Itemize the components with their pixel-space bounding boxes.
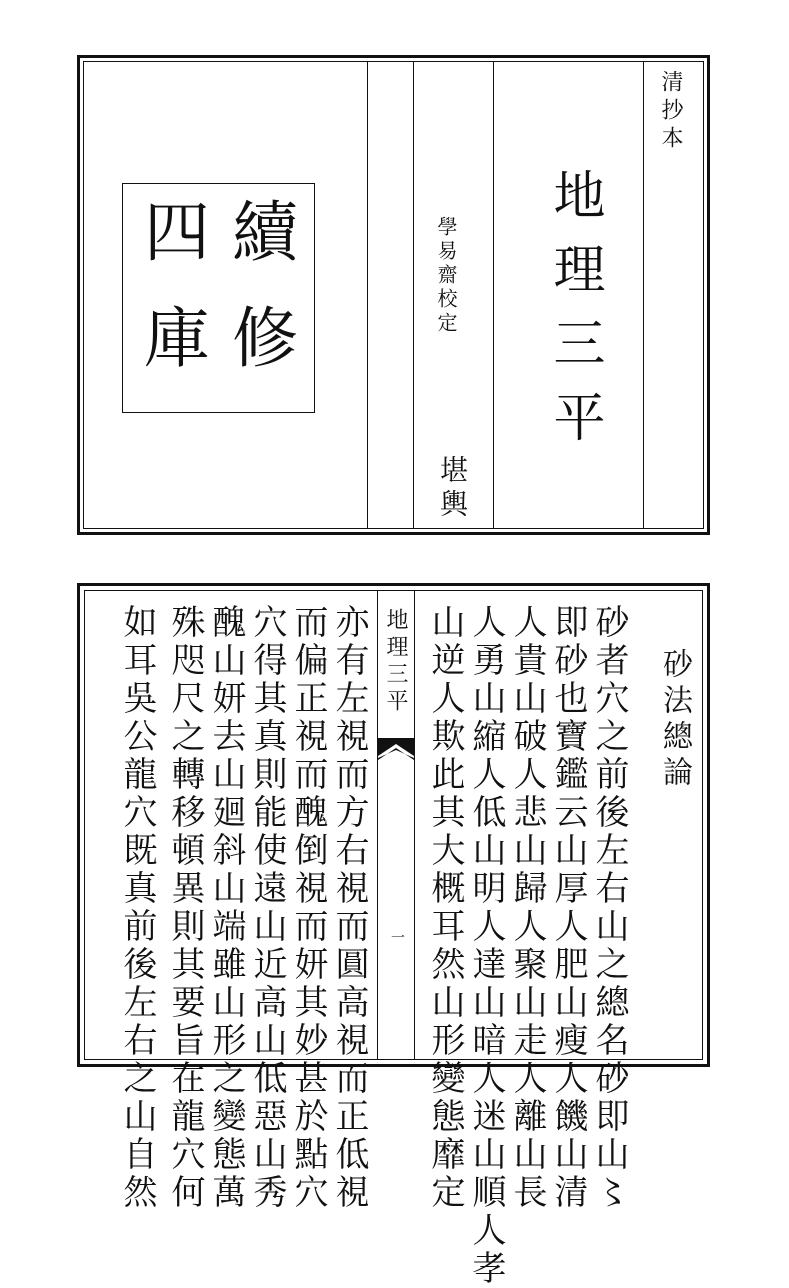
- text-column: 砂者穴之前後左右山之總名砂即山〻: [589, 604, 629, 1212]
- seal-char-1: 續: [232, 194, 298, 271]
- category-label: 堪輿: [436, 455, 469, 523]
- page-number: 一: [389, 930, 405, 944]
- banxin-title: 地理三平: [383, 608, 408, 716]
- fishtail-mark: [378, 738, 414, 760]
- seal-char-3: 四: [144, 194, 210, 271]
- text-column: 即砂也寶鑑云山厚人肥山瘦人饑山清: [548, 604, 588, 1212]
- top-divider-1: [367, 62, 368, 528]
- text-column: 人貴山破人悲山歸人聚山走人離山長: [507, 604, 547, 1212]
- text-column: 亦有左視而方右視而圓高視而正低視: [329, 604, 369, 1212]
- edition-note: 清抄本: [658, 70, 683, 154]
- text-column: 如耳吳公龍穴既真前後左右之山自然: [117, 604, 157, 1212]
- text-column: 穴得其真則能使遠山近高山低惡山秀: [247, 604, 287, 1212]
- text-column: 殊咫尺之轉移頓異則其要旨在龍穴何: [165, 604, 205, 1212]
- text-column: 山逆人欺此其大概耳然山形變態靡定: [425, 604, 465, 1212]
- seal-char-2: 修: [232, 300, 298, 377]
- banxin-left-line: [377, 590, 378, 1060]
- seal-char-4: 庫: [144, 300, 210, 377]
- book-title: 地理三平: [544, 168, 604, 464]
- editor-note: 學易齋校定: [434, 216, 458, 336]
- text-column: 人勇山縮人低山明人達山暗人迷山順人孝: [466, 604, 506, 1288]
- top-divider-3: [493, 62, 494, 528]
- top-divider-2: [413, 62, 414, 528]
- text-column: 醜山妍去山廻斜山端雖山形之變態萬: [206, 604, 246, 1212]
- section-heading: 砂法總論: [657, 648, 692, 792]
- top-divider-4: [643, 62, 644, 528]
- text-column: 而偏正視而醜倒視而妍其妙甚於點穴: [288, 604, 328, 1212]
- banxin-right-line: [414, 590, 415, 1060]
